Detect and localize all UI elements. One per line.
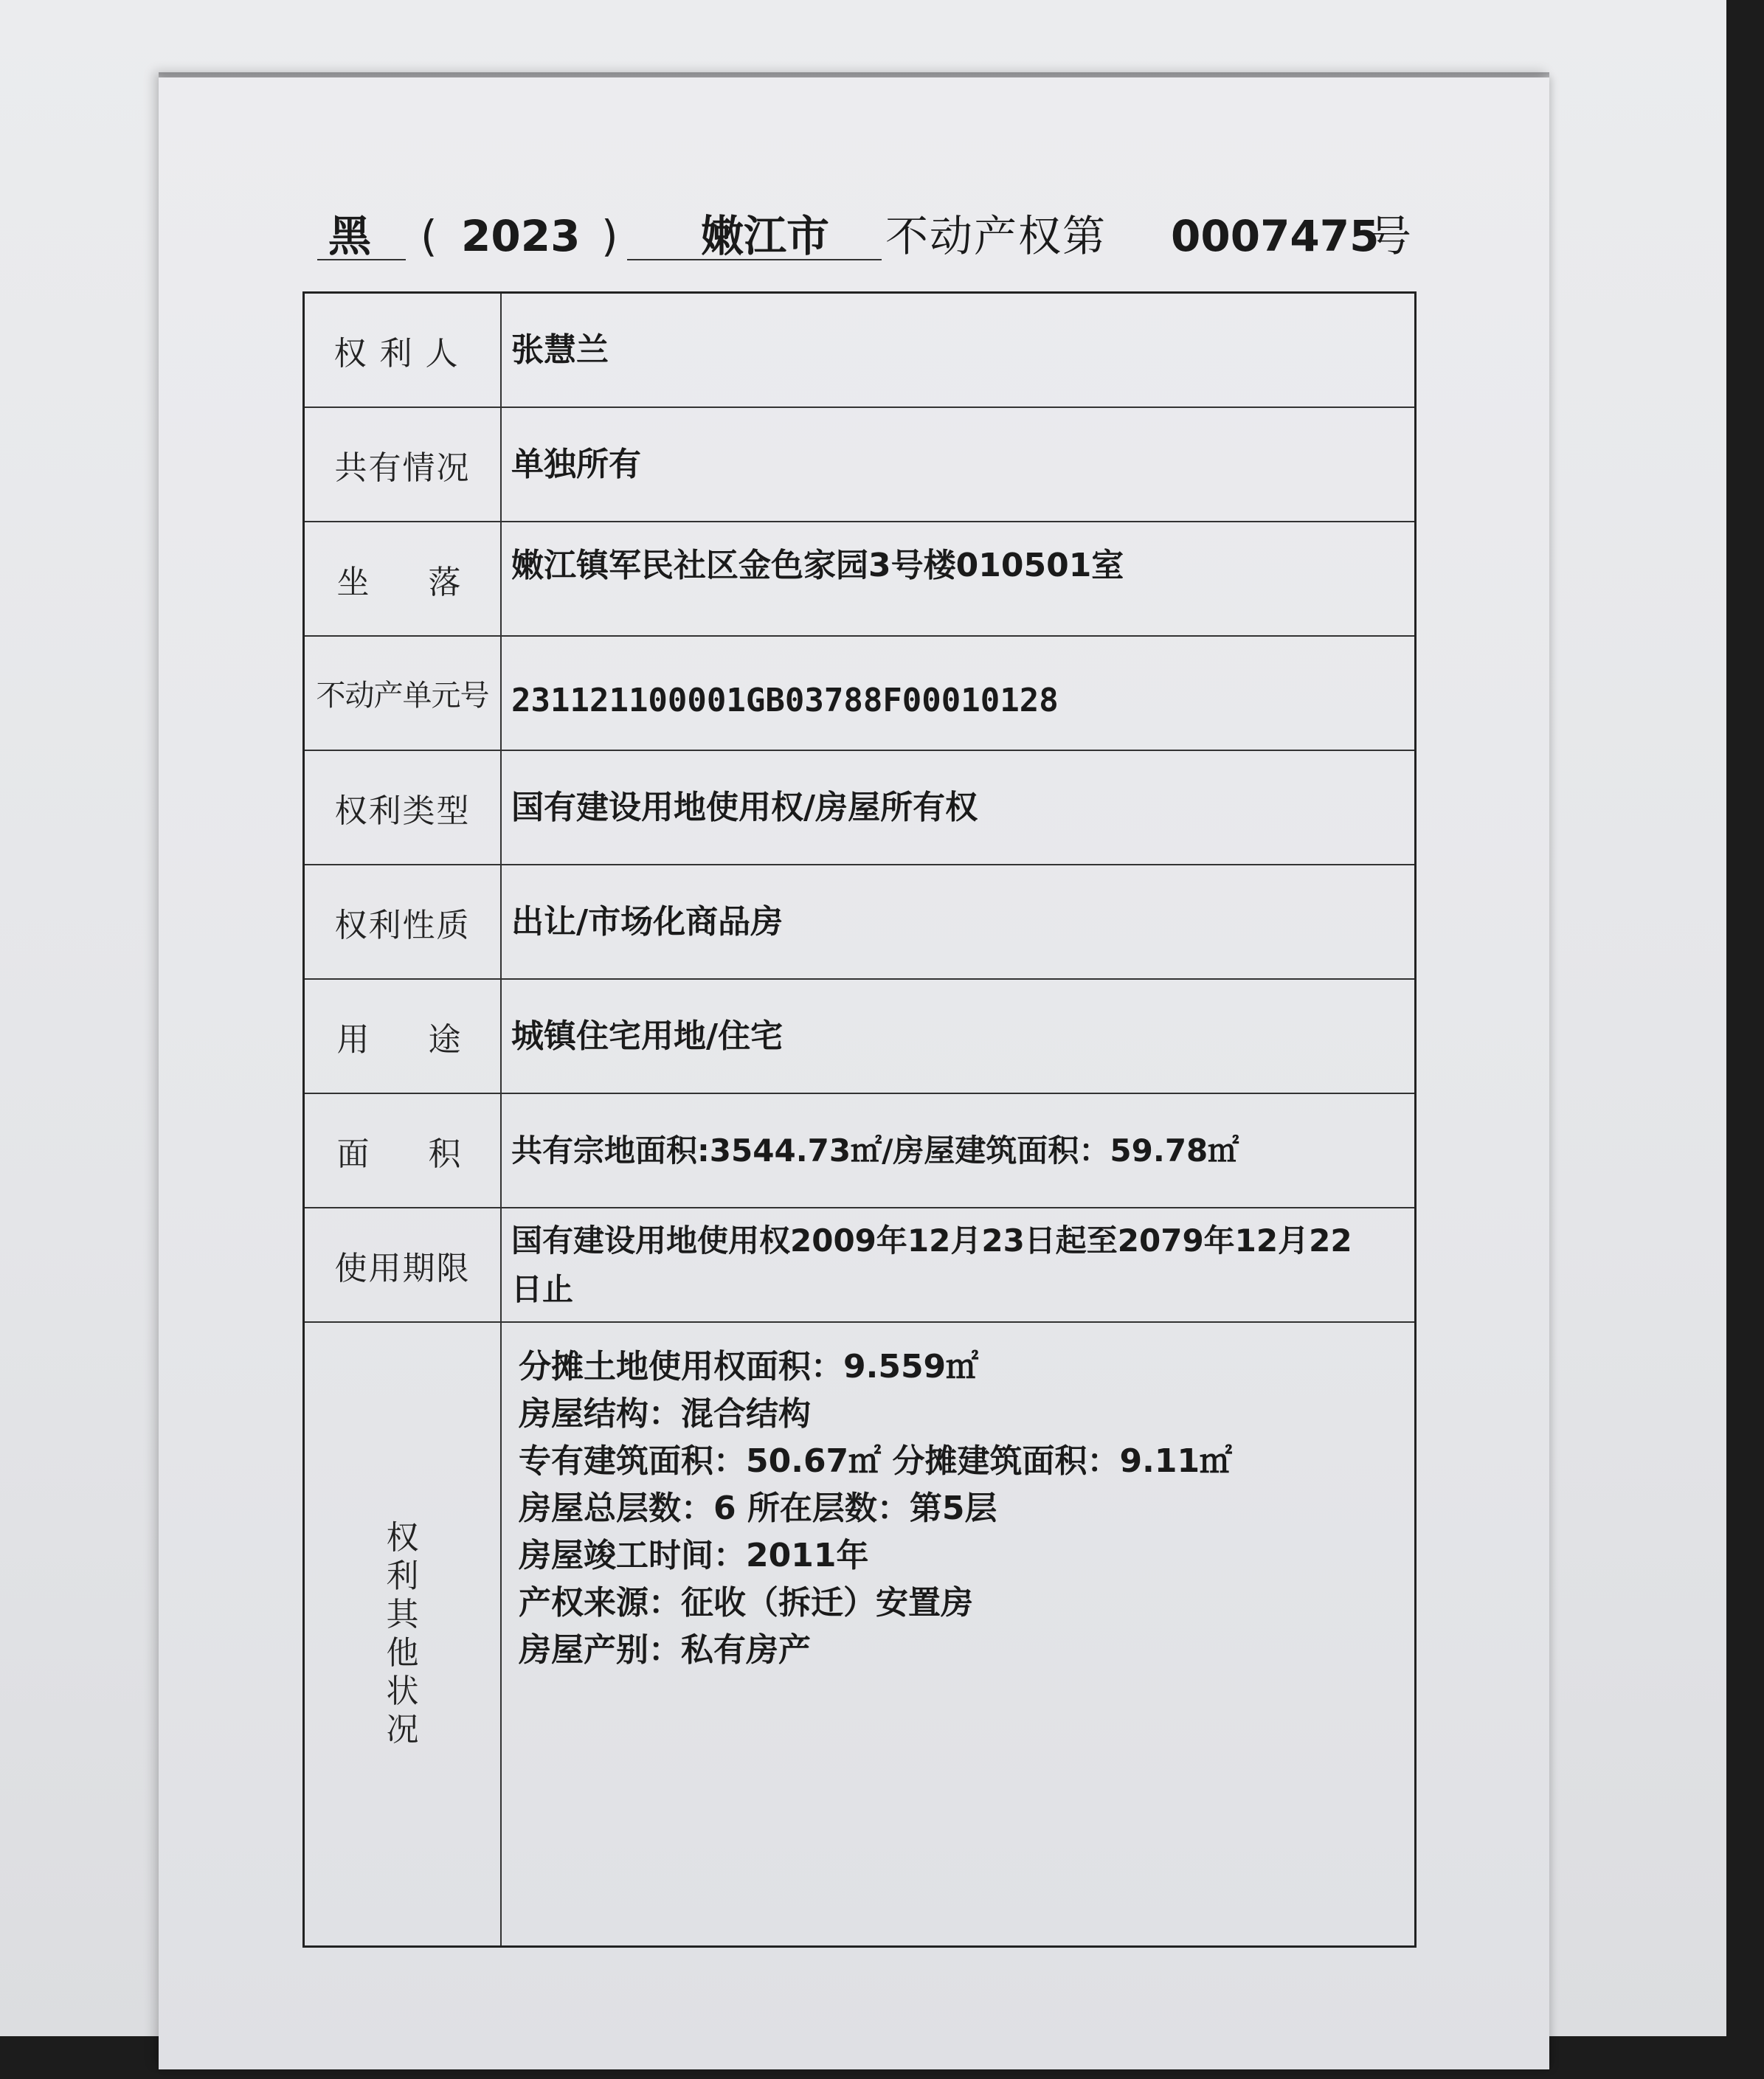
row-value: 共有宗地面积:3544.73㎡/房屋建筑面积：59.78㎡ [511, 1132, 1239, 1169]
row-label: 使用期限 [334, 1249, 471, 1287]
row-right-type [305, 751, 1414, 865]
other-line: 房屋产别：私有房产 [519, 1631, 811, 1669]
province-abbr: 黑 [328, 211, 372, 261]
register-text: 不动产权第 [885, 211, 1107, 261]
row-label: 权利类型 [334, 792, 471, 830]
row-label: 面积 [336, 1135, 520, 1173]
row-value: 单独所有 [511, 445, 641, 483]
label-char: 状 [386, 1672, 419, 1710]
row-value: 城镇住宅用地/住宅 [511, 1017, 784, 1055]
other-conditions-text [519, 1343, 1400, 1674]
row-label: 权利人 [333, 334, 471, 373]
other-line: 产权来源：征收（拆迁）安置房 [519, 1584, 973, 1622]
other-line: 专有建筑面积：50.67㎡ 分摊建筑面积：9.11㎡ [519, 1442, 1233, 1480]
close-paren: ) [601, 211, 618, 261]
row-area [305, 1094, 1414, 1208]
row-value: 国有建设用地使用权/房屋所有权 [511, 788, 978, 826]
row-label: 用途 [336, 1020, 520, 1059]
row-usage [305, 980, 1414, 1094]
row-label: 共有情况 [334, 449, 471, 487]
certificate-header [317, 203, 1424, 269]
row-value: 出让/市场化商品房 [511, 902, 784, 941]
other-line: 房屋竣工时间：2011年 [519, 1537, 869, 1574]
underline [317, 259, 406, 260]
city: 嫩江市 [701, 211, 830, 261]
label-char: 其 [386, 1596, 419, 1633]
row-label: 坐落 [336, 563, 520, 601]
other-line: 房屋总层数：6 所在层数：第5层 [519, 1490, 997, 1527]
other-line: 分摊土地使用权面积：9.559㎡ [519, 1348, 979, 1386]
row-right-holder [305, 294, 1414, 408]
row-term [305, 1208, 1414, 1323]
row-value: 张慧兰 [511, 331, 609, 369]
certificate-table [302, 291, 1417, 1948]
number-suffix: 号 [1369, 211, 1412, 261]
label-char: 况 [386, 1711, 419, 1748]
row-co-ownership [305, 408, 1414, 522]
row-value: 国有建设用地使用权2009年12月23日起至2079年12月22日止 [511, 1222, 1352, 1307]
row-label-vertical [305, 1323, 500, 1945]
label-char: 权 [386, 1519, 419, 1557]
row-label: 不动产单元号 [316, 679, 489, 713]
label-char: 他 [386, 1634, 419, 1672]
row-label: 权利性质 [334, 906, 471, 944]
row-value: 231121100001GB03788F00010128 [511, 681, 1059, 719]
certificate-number: 0007475 [1171, 211, 1380, 261]
row-location [305, 522, 1414, 637]
row-right-nature [305, 865, 1414, 980]
open-paren: ( [421, 211, 437, 261]
year: 2023 [461, 211, 581, 261]
row-value: 嫩江镇军民社区金色家园3号楼010501室 [511, 547, 1124, 584]
row-unit-number [305, 637, 1414, 751]
row-other-conditions [305, 1323, 1414, 1945]
other-line: 房屋结构：混合结构 [519, 1395, 811, 1433]
label-char: 利 [386, 1557, 419, 1595]
